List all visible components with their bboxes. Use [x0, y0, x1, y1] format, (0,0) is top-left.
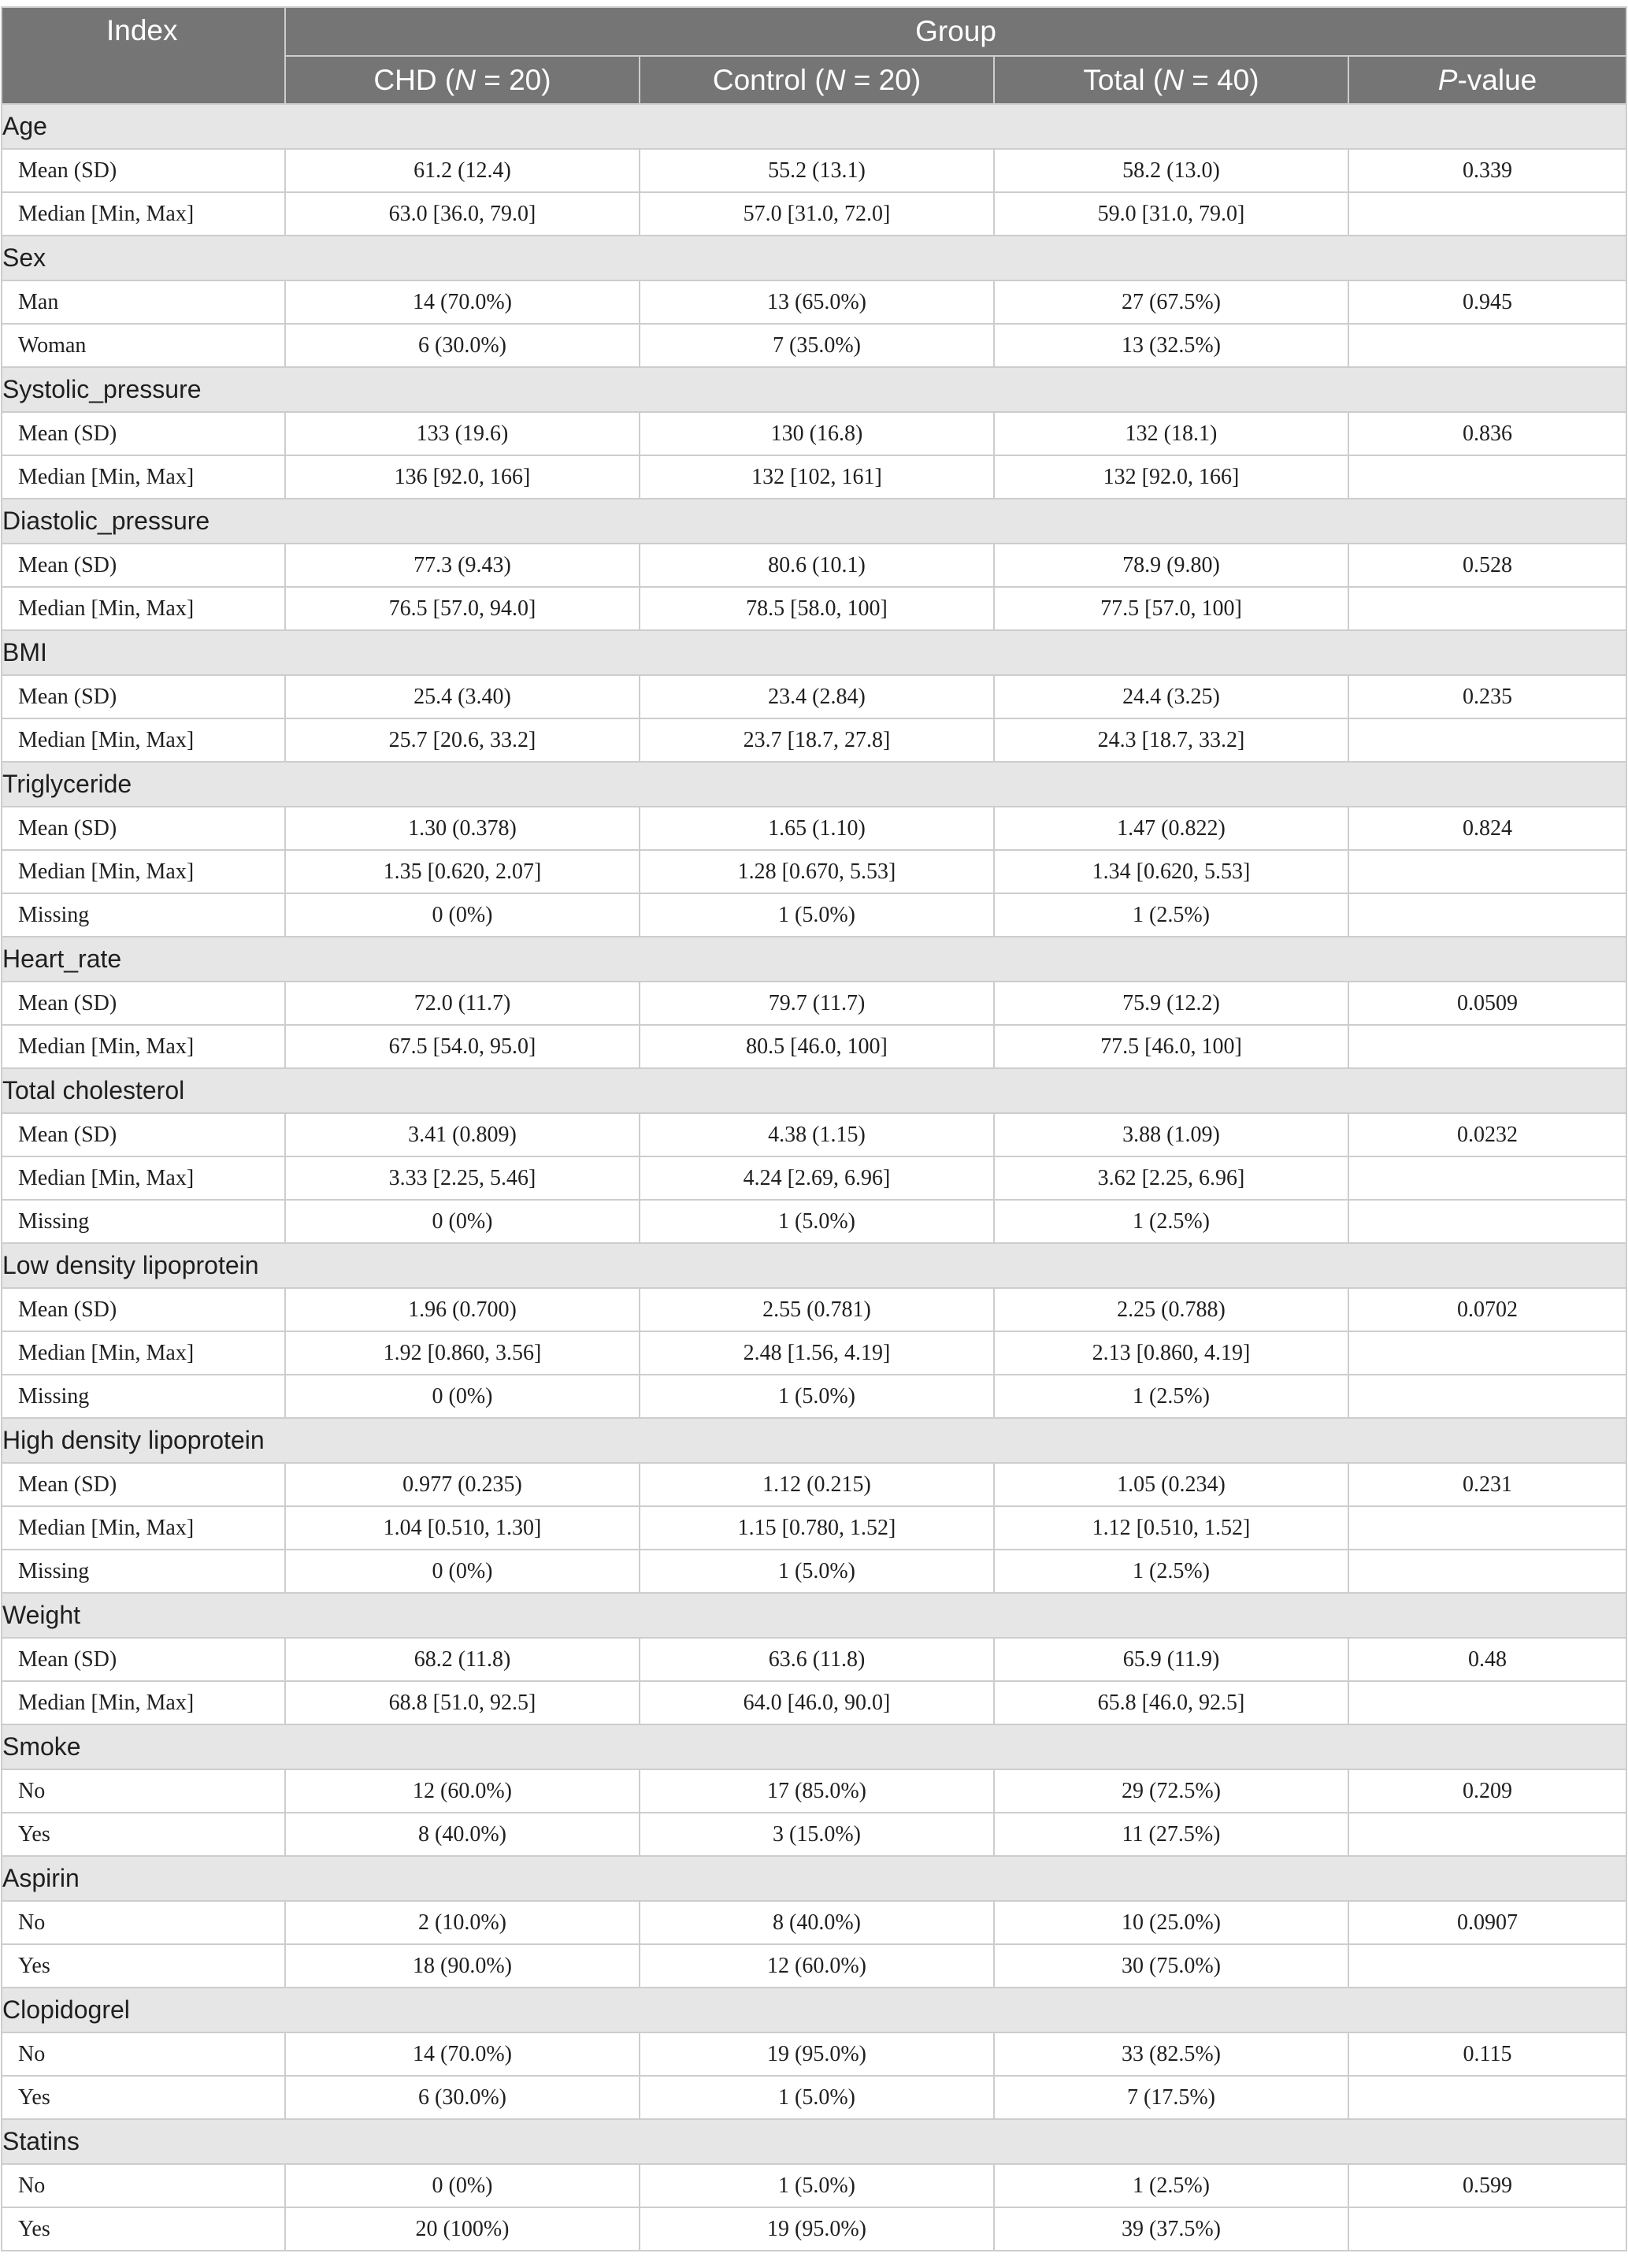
table-row [2, 1638, 1626, 1681]
section-title: High density lipoprotein [2, 1418, 1626, 1463]
section-title: Diastolic_pressure [2, 499, 1626, 544]
cell-control: 1.15 [0.780, 1.52] [640, 1506, 994, 1550]
cell-total: 1 (2.5%) [994, 1550, 1348, 1593]
cell-total: 24.3 [18.7, 33.2] [994, 718, 1348, 762]
cell-chd: 14 (70.0%) [285, 2032, 640, 2076]
row-label: Yes [2, 2076, 285, 2119]
section-title: Systolic_pressure [2, 367, 1626, 412]
cell-chd: 6 (30.0%) [285, 324, 640, 367]
cell-chd: 3.33 [2.25, 5.46] [285, 1156, 640, 1200]
cell-p: 0.48 [1348, 1638, 1626, 1681]
cell-total: 3.88 (1.09) [994, 1113, 1348, 1156]
cell-chd: 2 (10.0%) [285, 1901, 640, 1944]
cell-total: 1.34 [0.620, 5.53] [994, 850, 1348, 893]
cell-p: 0.209 [1348, 1769, 1626, 1813]
table-row [2, 1156, 1626, 1200]
section-title: Triglyceride [2, 762, 1626, 807]
cell-total: 132 [92.0, 166] [994, 455, 1348, 499]
cell-control: 79.7 (11.7) [640, 982, 994, 1025]
cell-control: 57.0 [31.0, 72.0] [640, 192, 994, 236]
cell-total: 29 (72.5%) [994, 1769, 1348, 1813]
cell-p [1348, 1813, 1626, 1856]
row-label: Mean (SD) [2, 1638, 285, 1681]
cell-p: 0.836 [1348, 412, 1626, 455]
section-title: Aspirin [2, 1856, 1626, 1901]
cell-p: 0.0232 [1348, 1113, 1626, 1156]
cell-total: 75.9 (12.2) [994, 982, 1348, 1025]
table-row [2, 1813, 1626, 1856]
cell-total: 132 (18.1) [994, 412, 1348, 455]
table-row [2, 982, 1626, 1025]
cell-chd: 0 (0%) [285, 893, 640, 937]
table-row [2, 807, 1626, 850]
table-body [2, 104, 1626, 2251]
section-row [2, 1856, 1626, 1901]
cell-control: 19 (95.0%) [640, 2207, 994, 2251]
row-label: Mean (SD) [2, 544, 285, 587]
cell-p: 0.528 [1348, 544, 1626, 587]
cell-total: 24.4 (3.25) [994, 675, 1348, 718]
cell-p [1348, 850, 1626, 893]
section-title: Sex [2, 236, 1626, 280]
row-label: Mean (SD) [2, 1113, 285, 1156]
cell-chd: 0 (0%) [285, 1550, 640, 1593]
cell-total: 1 (2.5%) [994, 1375, 1348, 1418]
table-row [2, 280, 1626, 324]
section-row [2, 937, 1626, 982]
cell-chd: 68.2 (11.8) [285, 1638, 640, 1681]
section-row [2, 1724, 1626, 1769]
table-row [2, 2032, 1626, 2076]
section-row [2, 367, 1626, 412]
row-label: Man [2, 280, 285, 324]
cell-control: 130 (16.8) [640, 412, 994, 455]
cell-chd: 14 (70.0%) [285, 280, 640, 324]
row-label: Missing [2, 1375, 285, 1418]
row-label: Median [Min, Max] [2, 718, 285, 762]
cell-p [1348, 1331, 1626, 1375]
column-header-chd: CHD (N = 20) [285, 56, 640, 104]
section-title: Age [2, 104, 1626, 149]
table-row [2, 2076, 1626, 2119]
baseline-characteristics-table [1, 6, 1627, 2251]
section-title: Statins [2, 2119, 1626, 2164]
cell-total: 30 (75.0%) [994, 1944, 1348, 1988]
row-label: Median [Min, Max] [2, 850, 285, 893]
cell-control: 8 (40.0%) [640, 1901, 994, 1944]
table-row [2, 1113, 1626, 1156]
cell-chd: 6 (30.0%) [285, 2076, 640, 2119]
column-header-total: Total (N = 40) [994, 56, 1348, 104]
table-row [2, 718, 1626, 762]
cell-control: 1.28 [0.670, 5.53] [640, 850, 994, 893]
section-row [2, 1243, 1626, 1288]
cell-p [1348, 587, 1626, 630]
cell-total: 58.2 (13.0) [994, 149, 1348, 192]
cell-total: 13 (32.5%) [994, 324, 1348, 367]
cell-total: 2.25 (0.788) [994, 1288, 1348, 1331]
section-row [2, 1418, 1626, 1463]
table-row [2, 1901, 1626, 1944]
cell-chd: 77.3 (9.43) [285, 544, 640, 587]
row-label: Mean (SD) [2, 675, 285, 718]
cell-p [1348, 2207, 1626, 2251]
table-row [2, 850, 1626, 893]
cell-control: 13 (65.0%) [640, 280, 994, 324]
cell-control: 1.65 (1.10) [640, 807, 994, 850]
row-label: Median [Min, Max] [2, 1506, 285, 1550]
cell-control: 3 (15.0%) [640, 1813, 994, 1856]
row-label: No [2, 1901, 285, 1944]
cell-p: 0.0509 [1348, 982, 1626, 1025]
row-label: Median [Min, Max] [2, 1156, 285, 1200]
cell-total: 59.0 [31.0, 79.0] [994, 192, 1348, 236]
table-row [2, 1200, 1626, 1243]
cell-total: 1.05 (0.234) [994, 1463, 1348, 1506]
cell-p [1348, 1681, 1626, 1724]
cell-control: 17 (85.0%) [640, 1769, 994, 1813]
row-label: Missing [2, 893, 285, 937]
cell-total: 78.9 (9.80) [994, 544, 1348, 587]
row-label: Median [Min, Max] [2, 587, 285, 630]
cell-p: 0.235 [1348, 675, 1626, 718]
cell-chd: 8 (40.0%) [285, 1813, 640, 1856]
cell-chd: 68.8 [51.0, 92.5] [285, 1681, 640, 1724]
cell-control: 23.4 (2.84) [640, 675, 994, 718]
cell-p [1348, 1156, 1626, 1200]
cell-chd: 1.04 [0.510, 1.30] [285, 1506, 640, 1550]
table-row [2, 1550, 1626, 1593]
cell-total: 10 (25.0%) [994, 1901, 1348, 1944]
cell-chd: 0 (0%) [285, 1200, 640, 1243]
cell-p [1348, 1944, 1626, 1988]
row-label: Median [Min, Max] [2, 192, 285, 236]
cell-control: 64.0 [46.0, 90.0] [640, 1681, 994, 1724]
table-row [2, 1769, 1626, 1813]
cell-control: 80.6 (10.1) [640, 544, 994, 587]
cell-chd: 12 (60.0%) [285, 1769, 640, 1813]
cell-control: 4.38 (1.15) [640, 1113, 994, 1156]
row-label: Mean (SD) [2, 1288, 285, 1331]
cell-chd: 18 (90.0%) [285, 1944, 640, 1988]
cell-control: 1 (5.0%) [640, 893, 994, 937]
row-label: Missing [2, 1200, 285, 1243]
row-label: Yes [2, 1944, 285, 1988]
cell-chd: 1.96 (0.700) [285, 1288, 640, 1331]
table-row [2, 324, 1626, 367]
cell-total: 7 (17.5%) [994, 2076, 1348, 2119]
cell-chd: 67.5 [54.0, 95.0] [285, 1025, 640, 1068]
cell-control: 78.5 [58.0, 100] [640, 587, 994, 630]
cell-p [1348, 1025, 1626, 1068]
section-title: Clopidogrel [2, 1988, 1626, 2032]
table-row [2, 192, 1626, 236]
row-label: Median [Min, Max] [2, 455, 285, 499]
cell-total: 11 (27.5%) [994, 1813, 1348, 1856]
table-row [2, 2164, 1626, 2207]
cell-chd: 25.7 [20.6, 33.2] [285, 718, 640, 762]
index-header: Index [2, 7, 285, 104]
section-title: Low density lipoprotein [2, 1243, 1626, 1288]
cell-chd: 136 [92.0, 166] [285, 455, 640, 499]
cell-chd: 72.0 (11.7) [285, 982, 640, 1025]
cell-total: 77.5 [57.0, 100] [994, 587, 1348, 630]
cell-control: 1 (5.0%) [640, 1550, 994, 1593]
column-header-control: Control (N = 20) [640, 56, 994, 104]
table-row [2, 893, 1626, 937]
cell-control: 1 (5.0%) [640, 2076, 994, 2119]
cell-p [1348, 1550, 1626, 1593]
section-title: Total cholesterol [2, 1068, 1626, 1113]
cell-chd: 76.5 [57.0, 94.0] [285, 587, 640, 630]
table-row [2, 1681, 1626, 1724]
group-header: Group [285, 7, 1626, 56]
row-label: Mean (SD) [2, 412, 285, 455]
cell-total: 65.8 [46.0, 92.5] [994, 1681, 1348, 1724]
cell-p [1348, 2076, 1626, 2119]
cell-control: 80.5 [46.0, 100] [640, 1025, 994, 1068]
cell-total: 1 (2.5%) [994, 1200, 1348, 1243]
table-row [2, 587, 1626, 630]
cell-control: 19 (95.0%) [640, 2032, 994, 2076]
cell-p [1348, 718, 1626, 762]
row-label: Yes [2, 2207, 285, 2251]
section-title: Weight [2, 1593, 1626, 1638]
header-row-top [2, 7, 1626, 56]
column-header-pvalue: P-value [1348, 56, 1626, 104]
row-label: Median [Min, Max] [2, 1025, 285, 1068]
cell-control: 1.12 (0.215) [640, 1463, 994, 1506]
row-label: Mean (SD) [2, 807, 285, 850]
cell-total: 1 (2.5%) [994, 2164, 1348, 2207]
cell-total: 39 (37.5%) [994, 2207, 1348, 2251]
row-label: Yes [2, 1813, 285, 1856]
table-row [2, 544, 1626, 587]
table-row [2, 1506, 1626, 1550]
cell-p: 0.599 [1348, 2164, 1626, 2207]
table-row [2, 149, 1626, 192]
cell-control: 2.48 [1.56, 4.19] [640, 1331, 994, 1375]
table-row [2, 675, 1626, 718]
table-row [2, 455, 1626, 499]
cell-p [1348, 893, 1626, 937]
table-row [2, 2207, 1626, 2251]
section-row [2, 630, 1626, 675]
table-row [2, 1944, 1626, 1988]
cell-total: 27 (67.5%) [994, 280, 1348, 324]
cell-chd: 0 (0%) [285, 1375, 640, 1418]
cell-control: 1 (5.0%) [640, 1375, 994, 1418]
row-label: Median [Min, Max] [2, 1331, 285, 1375]
row-label: Mean (SD) [2, 982, 285, 1025]
cell-p: 0.824 [1348, 807, 1626, 850]
section-row [2, 1068, 1626, 1113]
table-row [2, 412, 1626, 455]
cell-control: 63.6 (11.8) [640, 1638, 994, 1681]
row-label: No [2, 1769, 285, 1813]
section-row [2, 1593, 1626, 1638]
cell-control: 1 (5.0%) [640, 2164, 994, 2207]
cell-control: 12 (60.0%) [640, 1944, 994, 1988]
cell-p [1348, 1506, 1626, 1550]
table-row [2, 1375, 1626, 1418]
table-row [2, 1025, 1626, 1068]
cell-chd: 0.977 (0.235) [285, 1463, 640, 1506]
cell-p [1348, 192, 1626, 236]
section-row [2, 236, 1626, 280]
section-row [2, 1988, 1626, 2032]
cell-total: 3.62 [2.25, 6.96] [994, 1156, 1348, 1200]
cell-p: 0.115 [1348, 2032, 1626, 2076]
section-title: Smoke [2, 1724, 1626, 1769]
cell-p [1348, 455, 1626, 499]
section-title: Heart_rate [2, 937, 1626, 982]
cell-chd: 0 (0%) [285, 2164, 640, 2207]
table-row [2, 1331, 1626, 1375]
row-label: Missing [2, 1550, 285, 1593]
row-label: Mean (SD) [2, 1463, 285, 1506]
cell-chd: 20 (100%) [285, 2207, 640, 2251]
section-row [2, 499, 1626, 544]
cell-chd: 61.2 (12.4) [285, 149, 640, 192]
cell-control: 4.24 [2.69, 6.96] [640, 1156, 994, 1200]
cell-chd: 1.30 (0.378) [285, 807, 640, 850]
row-label: Woman [2, 324, 285, 367]
cell-control: 55.2 (13.1) [640, 149, 994, 192]
cell-control: 7 (35.0%) [640, 324, 994, 367]
cell-total: 2.13 [0.860, 4.19] [994, 1331, 1348, 1375]
table-row [2, 1463, 1626, 1506]
cell-p [1348, 1375, 1626, 1418]
row-label: Mean (SD) [2, 149, 285, 192]
cell-chd: 63.0 [36.0, 79.0] [285, 192, 640, 236]
section-row [2, 104, 1626, 149]
cell-p: 0.339 [1348, 149, 1626, 192]
cell-control: 2.55 (0.781) [640, 1288, 994, 1331]
section-row [2, 762, 1626, 807]
cell-total: 65.9 (11.9) [994, 1638, 1348, 1681]
cell-chd: 133 (19.6) [285, 412, 640, 455]
cell-p: 0.0907 [1348, 1901, 1626, 1944]
cell-total: 1.12 [0.510, 1.52] [994, 1506, 1348, 1550]
cell-p: 0.231 [1348, 1463, 1626, 1506]
cell-control: 132 [102, 161] [640, 455, 994, 499]
cell-total: 1 (2.5%) [994, 893, 1348, 937]
row-label: Median [Min, Max] [2, 1681, 285, 1724]
cell-chd: 3.41 (0.809) [285, 1113, 640, 1156]
section-row [2, 2119, 1626, 2164]
section-title: BMI [2, 630, 1626, 675]
cell-total: 1.47 (0.822) [994, 807, 1348, 850]
cell-p [1348, 324, 1626, 367]
cell-control: 23.7 [18.7, 27.8] [640, 718, 994, 762]
cell-p [1348, 1200, 1626, 1243]
cell-total: 77.5 [46.0, 100] [994, 1025, 1348, 1068]
cell-chd: 25.4 (3.40) [285, 675, 640, 718]
table-row [2, 1288, 1626, 1331]
row-label: No [2, 2032, 285, 2076]
cell-p: 0.0702 [1348, 1288, 1626, 1331]
row-label: No [2, 2164, 285, 2207]
cell-total: 33 (82.5%) [994, 2032, 1348, 2076]
cell-chd: 1.35 [0.620, 2.07] [285, 850, 640, 893]
cell-p: 0.945 [1348, 280, 1626, 324]
cell-control: 1 (5.0%) [640, 1200, 994, 1243]
cell-chd: 1.92 [0.860, 3.56] [285, 1331, 640, 1375]
